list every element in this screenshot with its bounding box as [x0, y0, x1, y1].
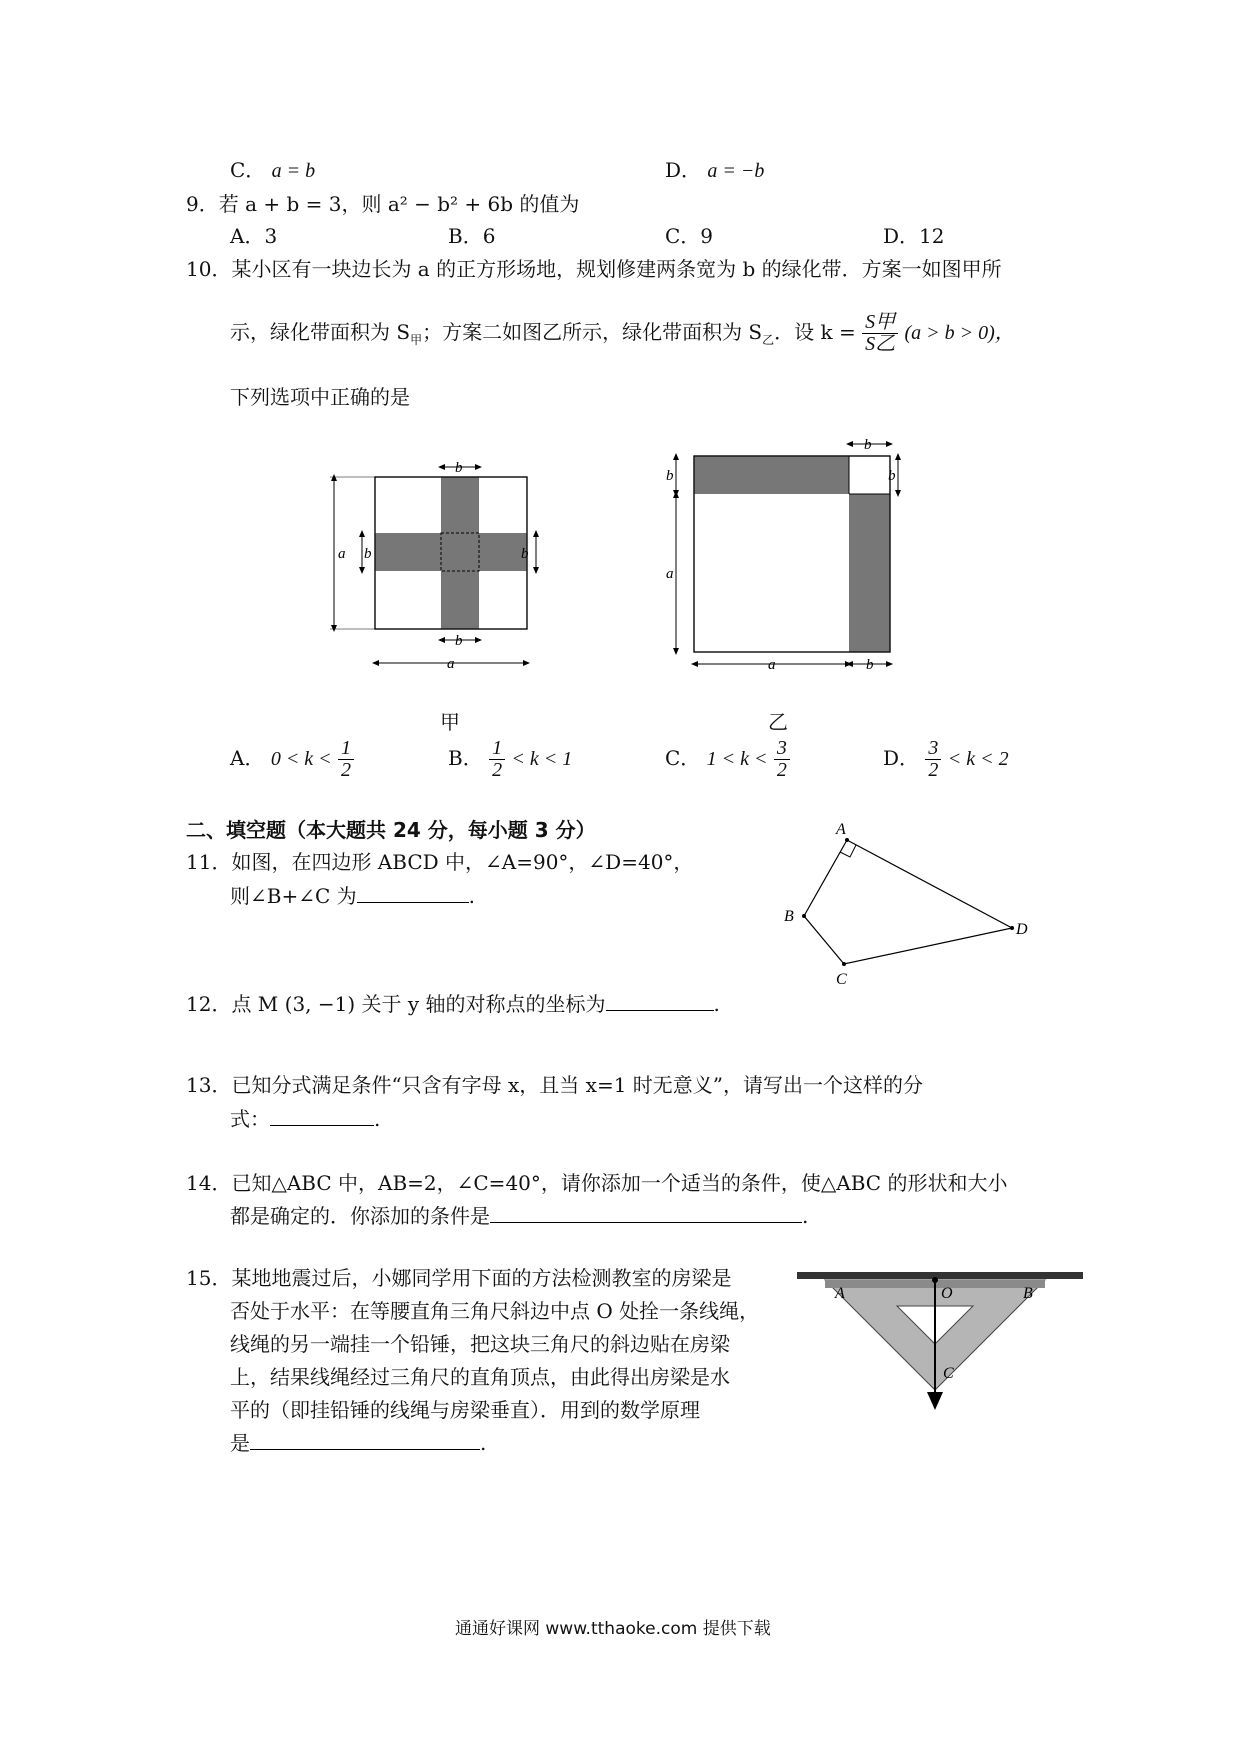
yi-label-b-left: b	[666, 468, 674, 484]
q10-option-a-label: A．	[230, 746, 265, 770]
q13-line2	[230, 1103, 380, 1132]
q12-end: .	[713, 992, 720, 1016]
figure-jia-caption: 甲	[440, 710, 460, 734]
q11-figure	[780, 820, 1040, 990]
q10-option-c-label: C．	[665, 746, 701, 770]
jia-label-b-left: b	[364, 546, 372, 562]
q15-line1: 15．某地地震过后，小娜同学用下面的方法检测教室的房梁是	[186, 1266, 732, 1290]
q10-option-b-num: 1	[489, 738, 505, 760]
yi-label-b-top: b	[864, 437, 872, 453]
q10-option-c-pre: 1 < k <	[706, 748, 768, 770]
q10-option-c	[665, 738, 790, 781]
yi-label-a-left: a	[666, 566, 674, 582]
q12-text: 12．点 M (3, −1) 关于 y 轴的对称点的坐标为	[186, 992, 606, 1016]
q15-figure	[795, 1262, 1085, 1412]
q10-option-d-frac	[925, 738, 941, 781]
q10-option-d-num: 3	[925, 738, 941, 760]
q14-line1: 14．已知△ABC 中，AB=2，∠C=40°，请你添加一个适当的条件，使△ABC 的形状和大小	[186, 1171, 1008, 1195]
q11-quadrilateral	[804, 840, 1012, 964]
yi-label-b-bottom: b	[866, 657, 874, 673]
q10-fraction	[862, 312, 898, 355]
q9-option-d: D．12	[883, 224, 945, 248]
q13-answer-blank[interactable]	[270, 1107, 374, 1126]
yi-right-band	[849, 494, 890, 652]
section-2-title: 二、填空题（本大题共 24 分，每小题 3 分）	[186, 818, 596, 842]
q15-label-o: O	[941, 1285, 953, 1302]
q10-line2-pre: 示，绿化带面积为 S	[230, 320, 411, 344]
q10-option-d	[883, 738, 1009, 781]
q8-option-d-label: D．	[665, 158, 702, 182]
q9-option-b: B．6	[448, 224, 496, 248]
page-footer: 通通好课网 www.tthaoke.com 提供下载	[455, 1619, 771, 1639]
q10-option-d-label: D．	[883, 746, 920, 770]
q15-line3: 线绳的另一端挂一个铅锤，把这块三角尺的斜边贴在房梁	[230, 1332, 730, 1356]
q10-option-a	[230, 738, 354, 781]
q10-option-d-post: < k < 2	[947, 748, 1009, 770]
q11-label-a: A	[836, 821, 846, 838]
jia-label-b-bottom: b	[455, 633, 463, 649]
q15-label-c: C	[943, 1365, 954, 1382]
yi-top-band	[694, 456, 849, 494]
q12-line	[186, 988, 720, 1017]
q10-option-b-frac	[489, 738, 505, 781]
q10-sub-yi: 乙	[762, 333, 775, 347]
q11-label-d: D	[1016, 921, 1028, 938]
q10-line1: 10．某小区有一块边长为 a 的正方形场地，规划修建两条宽为 b 的绿化带．方案一如图甲所	[186, 257, 1002, 281]
q11-label-c: C	[836, 971, 847, 988]
q12-answer-blank[interactable]	[606, 992, 714, 1011]
q9-option-a: A．3	[230, 224, 278, 248]
q10-line2-mid: ；方案二如图乙所示，绿化带面积为 S	[422, 320, 763, 344]
q10-line3: 下列选项中正确的是	[230, 385, 410, 409]
q15-line2: 否处于水平：在等腰直角三角尺斜边中点 O 处拴一条线绳，	[230, 1299, 760, 1323]
jia-label-a-bottom: a	[447, 656, 455, 672]
q15-end: .	[480, 1431, 487, 1455]
q11-line2-text: 则∠B+∠C 为	[230, 884, 357, 908]
q13-line1: 13．已知分式满足条件“只含有字母 x，且当 x=1 时无意义”，请写出一个这样的分	[186, 1073, 924, 1097]
q15-label-b: B	[1023, 1285, 1033, 1302]
q10-frac-den: S乙	[865, 333, 896, 355]
q11-line2	[230, 880, 475, 909]
q10-option-b-den: 2	[492, 759, 503, 781]
q8-option-d-expr: a = −b	[707, 160, 765, 182]
jia-label-b-top: b	[455, 460, 463, 476]
q11-right-angle-mark	[840, 845, 856, 857]
q11-label-b: B	[784, 908, 794, 925]
q10-line2	[230, 312, 1015, 355]
q11-end: .	[468, 884, 475, 908]
q13-end: .	[374, 1107, 381, 1131]
q8-option-c-expr: a = b	[271, 160, 316, 182]
jia-horizontal-band	[375, 533, 527, 571]
yi-label-a-bottom: a	[768, 657, 776, 673]
figure-yi-caption: 乙	[768, 710, 788, 734]
q10-option-c-den: 2	[776, 759, 787, 781]
q10-option-d-den: 2	[928, 759, 939, 781]
q10-option-a-frac	[338, 738, 354, 781]
q15-line5: 平的（即挂铅锤的线绳与房梁垂直）．用到的数学原理	[230, 1398, 700, 1422]
q9-text: 9．若 a + b = 3，则 a² − b² + 6b 的值为	[186, 192, 580, 216]
q10-option-c-frac	[774, 738, 790, 781]
yi-label-b-right: b	[888, 468, 896, 484]
q14-end: .	[802, 1204, 809, 1228]
q10-option-b-post: < k < 1	[511, 748, 573, 770]
q10-option-b	[448, 738, 572, 781]
q15-answer-blank[interactable]	[250, 1431, 480, 1450]
q14-line2	[230, 1200, 808, 1229]
q15-label-a: A	[835, 1285, 845, 1302]
q11-answer-blank[interactable]	[357, 884, 469, 903]
q10-option-c-num: 3	[774, 738, 790, 760]
q10-option-a-num: 1	[338, 738, 354, 760]
q15-line6	[230, 1427, 486, 1456]
q8-option-c-label: C．	[230, 158, 266, 182]
q10-sub-jia: 甲	[410, 333, 423, 347]
q10-option-b-label: B．	[448, 746, 483, 770]
q10-condition: (a > b > 0)，	[904, 322, 1015, 344]
q10-line2-set: ．设 k =	[774, 320, 856, 344]
q8-option-c	[230, 154, 315, 183]
q15-line6-text: 是	[230, 1431, 250, 1455]
q8-option-d	[665, 154, 764, 183]
q14-answer-blank[interactable]	[490, 1204, 802, 1223]
q10-frac-num: S甲	[862, 312, 898, 334]
jia-label-b-right: b	[521, 546, 529, 562]
q11-line1: 11．如图，在四边形 ABCD 中，∠A=90°，∠D=40°，	[186, 850, 694, 874]
q9-option-c: C．9	[665, 224, 714, 248]
jia-label-a-left: a	[338, 546, 346, 562]
q15-line4: 上，结果线绳经过三角尺的直角顶点，由此得出房梁是水	[230, 1365, 730, 1389]
q10-option-a-den: 2	[341, 759, 352, 781]
figure-jia	[320, 455, 540, 675]
q15-beam	[797, 1272, 1083, 1279]
figure-yi	[660, 430, 910, 680]
q13-line2-text: 式：	[230, 1107, 270, 1131]
q10-option-a-pre: 0 < k <	[270, 748, 332, 770]
q15-plumb-bob	[927, 1392, 943, 1410]
q14-line2-text: 都是确定的．你添加的条件是	[230, 1204, 490, 1228]
